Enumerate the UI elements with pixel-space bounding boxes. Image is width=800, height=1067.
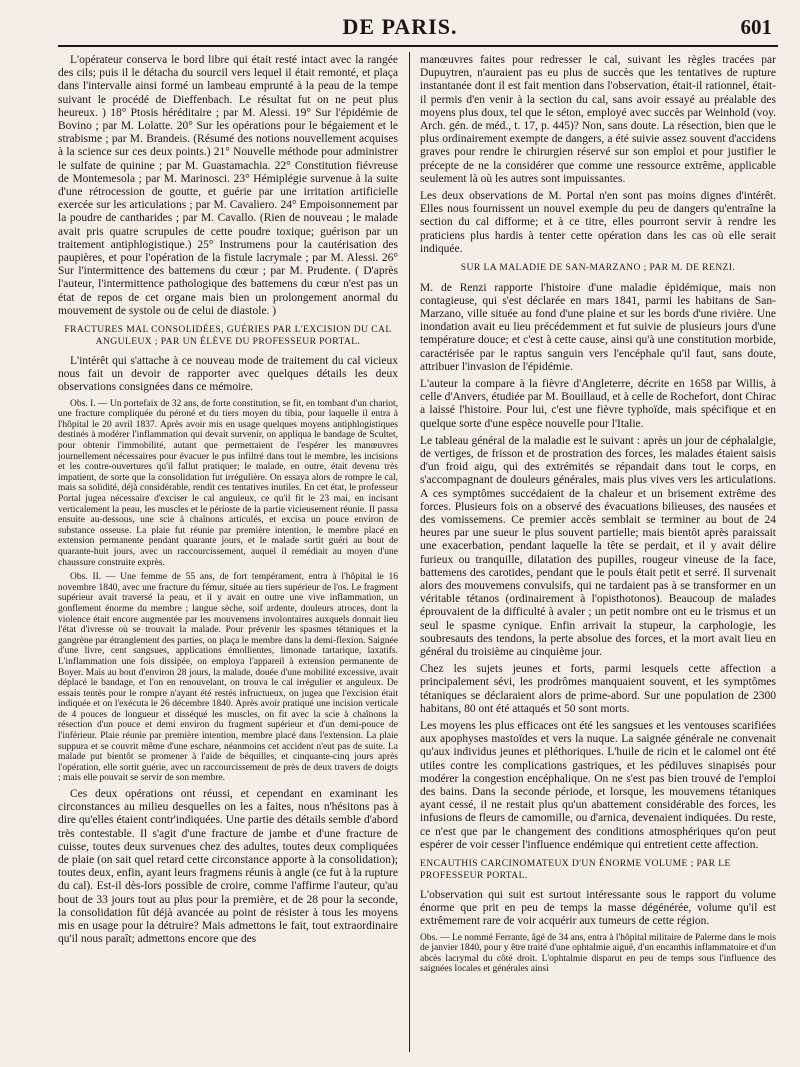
left-column	[58, 54, 398, 1054]
right-section-heading: SUR LA MALADIE DE SAN-MARZANO ; PAR M. DE RENZI.	[460, 262, 736, 274]
left-paragraph: L'opérateur conserva le bord libre qui était resté intact avec la rangée des cils; puis il le détacha du sourcil vers lequel il était remonté, et plaça dans l'intervalle ainsi formé un lambeau emprunté à la peau de la tempe suivant le procédé de Dieffenbach. Le résultat fut on ne peut plus heureux. ) 18° Ptosis héréditaire ; par M. Alessi. 19° Sur l'épidémie de Bovino ; par M. Lolatte. 20° Sur les opérations pour le bégaiement et le strabisme ; par M. Brandeis. (Résumé des notions nouvellement acquises à la science sur ces deux points.) 21° Nouvelle méthode pour administrer le sulfate de quinine ; par M. Guastamachia. 22° Constitution fiévreuse de Montemesola ; par M. Marinosci. 23° Hémiplégie survenue à la suite d'une rétrocession de goutte, et guérie par une irritation artificielle exercée sur les articulations ; par M. Cavaliero. 24° Empoisonnement par la poudre de cantharides ; par M. Cavallo. (Rien de nouveau ; le malade avait pris quatre scrupules de cette poudre toxique; guérison par un traitement antiphlogistique.) 25° Instrumens pour la cautérisation des paupières, et pour l'opération de la fistule lacrymale ; par M. Alessi. 26° Sur l'intermittence des battemens du cœur ; par M. Prudente. ( D'après l'auteur, l'intermittence pathologique des battemens du cœur n'est pas un état de repos de cet organe mais bien un prolongement anormal du mouvement de systole ou de celui de diastole. )	[58, 54, 398, 317]
left-paragraph: Ces deux opérations ont réussi, et cependant en examinant les circonstances au milieu desquelles on les a faites, nous n'hésitons pas à dire qu'elles étaient contr'indiquées. Une partie des détails semble d'abord très contestable. Il s'agit d'une fracture de jambe et d'une fracture de cuisse, toutes deux survenues chez des adultes, toutes deux compliquées de plaie (on sait quel retard cette circonstance apporte à la consolidation); toutes deux, enfin, ayant leurs fragmens réunis à angle (ce fut à la rupture du cal). Est-il dès-lors possible de croire, comme l'affirme l'auteur, qu'au bout de 33 jours tout au plus pour la première, et de 28 pour la seconde, la consolidation fût déjà avancée au point de résister à tous les moyens mis en usage pour la détruire? Mais admettons le fait, tout extraordinaire qu'il nous paraît; admettons encore que des	[58, 788, 398, 946]
right-paragraph: Le tableau général de la maladie est le suivant : après un jour de céphalalgie, de vertiges, de frisson et de prostration des forces, les malades étaient saisis d'un froid aigu, qui des extrémités se répandait dans tout le corps, en s'accompagnant de douleurs générales, mais plus vives vers les articulations. A ces symptômes succédaient de la chaleur et un brisement extrême des forces. Plusieurs fois on a observé des évacuations bilieuses, des nausées et des vomissemens. Ce premier accès semblait se terminer au bout de 24 heures par une sueur le plus souvent partielle; mais bientôt après paraissait une exacerbation, pendant laquelle la tête se perdait, et il y avait délire furieux ou tranquille, dilatation des pupilles, rougeur vineuse de la face, battemens des carotides, pendant que le pouls était petit et serré. Il survenait alors des mouvemens convulsifs, qui ne tardaient pas à se transformer en un véritable tétanos (ordinairement à l'opisthotonos). Beaucoup de malades éprouvaient de la difficulté à avaler ; un petit nombre ont eu le trismus et un seul le spasme cynique. Enfin arrivait la stupeur, la carphologie, les soubresauts des tendons, la perte absolue des forces, et la mort avait lieu en général du troisième au cinquième jour.	[420, 434, 776, 659]
right-column	[420, 54, 776, 1054]
left-observation: Obs. II. — Une femme de 55 ans, de fort tempérament, entra à l'hôpital le 16 novembre 1840, avec une fracture du fémur, située au tiers supérieur de l'os. Le fragment supérieur avait traversé la peau, et il y avait en outre une vive inflammation, un gonflement énorme du membre ; langue sèche, soif ardente, douleurs atroces, dont la violence était encore augmentée par les mouvemens involontaires auxquels donnait lieu l'état d'ivresse où se trouvait la malade. Pour prévenir les spasmes tétaniques et la gangrène par étranglement des parties, on plaça le membre dans la demi-flexion. Saignée d'une livre, cent sangsues, applications émollientes, limonade tartarique, laxatifs. L'inflammation une fois dissipée, on employa l'appareil à extension permanente de Boyer. Mais au bout d'environ 28 jours, la malade, douée d'une mobilité excessive, avait déplacé le bandage, et l'on en renouvelant, on trouva le cal irrégulier et anguleux. De essais tentés pour le rompre n'ayant été restés infructueux, on jugea que l'excision était indiquée et on l'exécuta le 26 décembre 1840. Après avoir pratiqué une incision verticale de 4 pouces de longueur et disséqué les muscles, on fit avec la scie à chaînons la résection d'un pouce et demi environ du fragment supérieur et d'un demi-pouce de l'inférieur. Plaie réunie par première intention, membre placé dans l'extension. La plaie suppura et se couvrit même d'une eschare, néanmoins cet accident n'eut pas de suite. La malade put bientôt se promener à l'aide de béquilles, et cinquante-cinq jours après l'opération, elle sortit guérie, avec un raccourcissement de près de deux travers de doigts ; mais elle pouvait se servir de son membre.	[58, 572, 398, 784]
header-rule	[58, 45, 778, 47]
right-paragraph: Les deux observations de M. Portal n'en sont pas moins dignes d'intérêt. Elles nous fournissent un nouvel exemple du peu de dangers qu'entraîne la section du cal difforme; et à ce titre, elles pourront servir à rendre les praticiens plus hardis à tenter cette opération dans les cas où elle serait indiquée.	[420, 190, 776, 255]
column-divider	[409, 52, 410, 1052]
right-paragraph: M. de Renzi rapporte l'histoire d'une maladie épidémique, mais non contagieuse, qui s'est déclarée en mars 1841, parmi les habitans de San-Marzano, ville située au fond d'une plaine et sur les bords d'une rivière. Une inondation avait eu lieu précédemment et fut suivie de plusieurs jours d'une température douce; et c'est à cette cause, ainsi qu'à une constitution morbide, caractérisée par le raptus sanguin vers l'encéphale qu'il faut, sans doute, attribuer l'invasion de l'épidémie.	[420, 281, 776, 373]
right-section-heading: ENCAUTHIS CARCINOMATEUX D'UN ÉNORME VOLUME ; PAR LE PROFESSEUR PORTAL.	[420, 858, 731, 881]
right-paragraph: manœuvres faites pour redresser le cal, suivant les règles tracées par Dupuytren, n'auraient pas eu plus de succès que les tentatives de rupture instantanée dont il est fait mention dans l'observation, était-il rationnel, était-il permis d'en venir à la section du cal, sans avoir essayé au préalable des moyens plus doux, tel que le séton, employé avec succès par Weinhold (voy. Arch. gén. de méd., t. 17, p. 445)? Non, sans doute. La résection, bien que le plus ordinairement exempte de dangers, a été suivie assez souvent d'accidens graves pour rendre le chirurgien réservé sur son emploi et pour justifier le précepte de ne la considérer que comme une ressource extrême, applicable seulement là où les autres sont impuissantes.	[420, 54, 776, 185]
right-paragraph: L'auteur la compare à la fièvre d'Angleterre, décrite en 1658 par Willis, à celle d'Anvers, étudiée par M. Bouillaud, et à celle de Rochefort, dont Chirac a laissé l'histoire. Pour lui, c'est une fièvre typhoïde, mais spécifique et en quelque sorte d'une espèce nouvelle pour l'Italie.	[420, 377, 776, 430]
running-title: DE PARIS.	[342, 14, 458, 39]
right-paragraph: Les moyens les plus efficaces ont été les sangsues et les ventouses scarifiées aux apophyses mastoïdes et vers la nuque. La saignée générale ne convenait qu'aux individus jeunes et pléthoriques. L'huile de ricin et le calomel ont été utiles contre les complications gastriques, et les pédiluves sinapisés pour modérer la congestion encéphalique. On ne s'est pas bien trouvé de l'emploi des bains. Dans la seconde période, et lorsque, les mouvemens tétaniques ayant cessé, il ne restait plus qu'un abattement considérable des forces, les infusions de fleurs de camomille, ou d'arnica, devenaient indiquées. Du reste, ce n'est que par le changement des conditions atmosphériques qu'on peut espérer de voir cesser l'influence endémique qui entretient cette affection.	[420, 720, 776, 851]
right-paragraph: L'observation qui suit est surtout intéressante sous le rapport du volume énorme que prit en peu de temps la masse dégénérée, volume qu'il est extrêmement rare de voir acquérir aux tumeurs de cette région.	[420, 889, 776, 928]
left-paragraph: L'intérêt qui s'attache à ce nouveau mode de traitement du cal vicieux nous fait un devoir de rapporter avec quelques détails les deux observations consignées dans ce mémoire.	[58, 355, 398, 394]
left-observation: Obs. I. — Un portefaix de 32 ans, de forte constitution, se fit, en tombant d'un chariot, une fracture compliquée du péroné et du tiers moyen du tibia, pour laquelle il entra à l'hôpital le 20 avril 1837. Après avoir mis en usage quelques moyens antiphlogistiques destinés à modérer l'inflammation qui devait survenir, on appliqua le bandage de Scultet, pour obtenir l'immobilité, autant que permettaient de l'espérer les manœuvres journellement nécessaires pour évacuer le pus infiltré dans tout le membre, les incisions et les contre-ouvertures qu'il fallut pratiquer; le malade, en outre, était devenu très impatient, de sorte que la consolidation fut irrégulière. On essaya alors de rompre le cal, mais sa solidité, déjà considérable, rendit ces tentatives inutiles. En cet état, le professeur Portal jugea nécessaire d'exciser le cal anguleux, ce qu'il fit le 23 mai, en incisant verticalement la peau, les muscles et le périoste de la partie vicieusement réunie. Il passa ensuite au-dessous, une scie à chaînons articulés, et excisa un pouce environ de substance osseuse. La plaie fut réunie par première intention, le membre placé en extension permanente pendant quarante jours, et le malade sortit guéri au bout de quarante-huit jours, avec un raccourcissement, auquel il remédiait au moyen d'une chaussure construite exprès.	[58, 398, 398, 568]
page-number: 601	[740, 15, 772, 39]
page-header	[0, 0, 800, 52]
right-observation: Obs. — Le nommé Ferrante, âgé de 34 ans, entra à l'hôpital militaire de Palerme dans le mois de janvier 1840, pour y être traité d'une ophtalmie aiguë, d'un encanthis inflammatoire et d'un abcès lacrymal du côté droit. L'ophtalmie disparut en peu de temps sous l'influence des saignées locales et générales ainsi	[420, 932, 776, 975]
left-section-heading: FRACTURES MAL CONSOLIDÉES, GUÉRIES PAR L'EXCISION DU CAL ANGULEUX ; PAR UN ÉLÈVE DU PROFESSEUR PORTAL.	[64, 324, 392, 347]
right-paragraph: Chez les sujets jeunes et forts, parmi lesquels cette affection a principalement sévi, les prodrômes manquaient souvent, et les symptômes tétaniques se déclaraient alors de prime-abord. Sur une population de 2300 habitans, 80 ont été attaqués et 50 sont morts.	[420, 663, 776, 715]
